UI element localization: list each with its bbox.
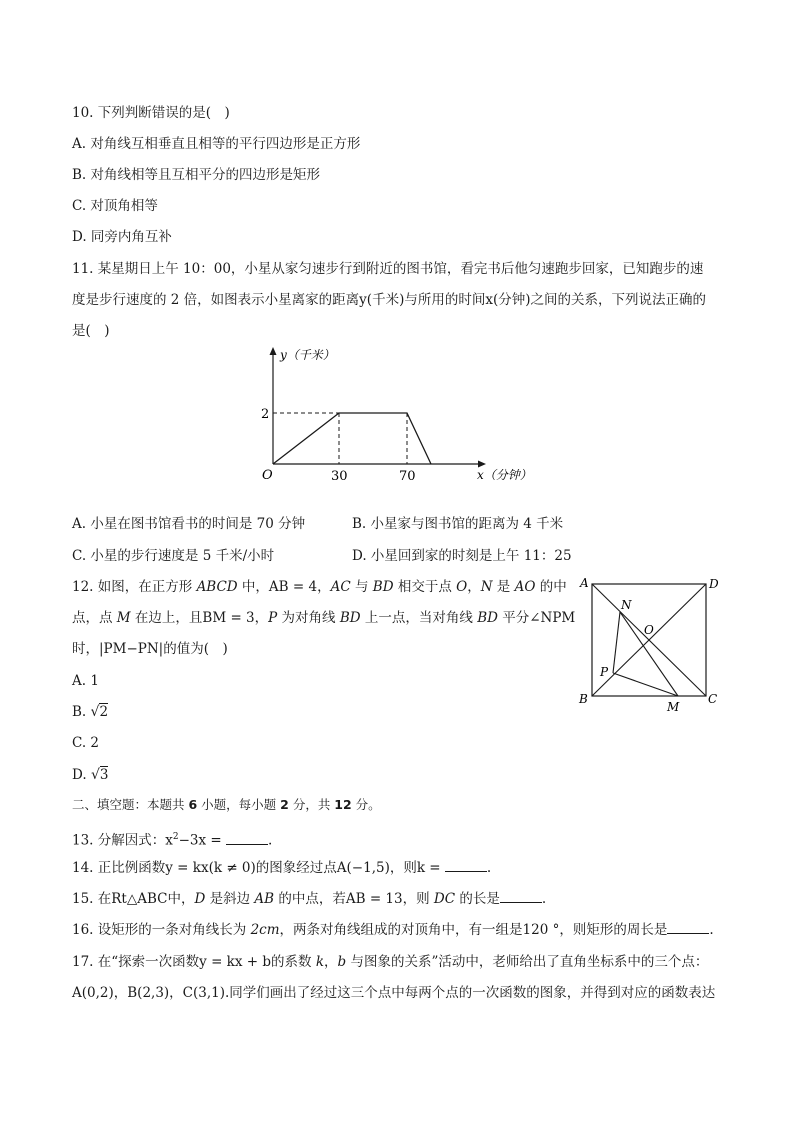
- q12-option-c: C. 2: [72, 735, 100, 751]
- q17-line2: A(0,2)，B(2,3)，C(3,1).同学们画出了经过这三个点中每两个点的一次函数的图象，并得到对应的函数表达: [72, 985, 716, 1001]
- q12-option-b: B. √2: [72, 704, 109, 720]
- q11-stem-line1: 11. 某星期日上午 10：00，小星从家匀速步行到附近的图书馆，看完书后他匀速跑步回家，已知跑步的速: [72, 261, 704, 277]
- graph-y-arrow: [270, 347, 277, 355]
- label-a: A: [580, 576, 589, 590]
- graph-y-label: y（千米）: [280, 348, 335, 362]
- q10-option-b: B. 对角线相等且互相平分的四边形是矩形: [72, 167, 321, 183]
- segment-pm: [613, 673, 678, 696]
- label-m: M: [667, 700, 680, 714]
- segment-pn: [613, 612, 620, 673]
- q14-line: 14. 正比例函数y = kx(k ≠ 0)的图象经过点A(−1,5)，则k = .: [72, 860, 492, 876]
- graph-x-arrow: [478, 461, 486, 468]
- q12-stem-line3: 时，|PM−PN|的值为( ): [72, 641, 228, 657]
- q13-answer-blank[interactable]: [226, 832, 268, 845]
- q12-option-d: D. √3: [72, 767, 109, 783]
- q12-option-a: A. 1: [72, 673, 99, 689]
- label-p: P: [600, 665, 609, 679]
- q11-option-d: D. 小星回到家的时刻是上午 11：25: [352, 548, 572, 564]
- q11-option-a: A. 小星在图书馆看书的时间是 70 分钟: [72, 516, 306, 532]
- q16-answer-blank[interactable]: [667, 921, 709, 934]
- q11-stem-line2: 度是步行速度的 2 倍，如图表示小星离家的距离y(千米)与所用的时间x(分钟)之间的关系，下列说法正确的: [72, 292, 706, 308]
- q10-option-a: A. 对角线互相垂直且相等的平行四边形是正方形: [72, 136, 361, 152]
- q10-option-c: C. 对顶角相等: [72, 198, 158, 214]
- q12-stem-line2: 点，点 M 在边上，且BM = 3，P 为对角线 BD 上一点，当对角线 BD 平分∠NPM: [72, 610, 576, 626]
- q13-line: 13. 分解因式：$x^2-3x$ = .: [72, 832, 273, 849]
- q11-option-c: C. 小星的步行速度是 5 千米/小时: [72, 548, 275, 564]
- q11-distance-time-graph: [255, 342, 532, 487]
- graph-x-label: x（分钟）: [477, 468, 532, 482]
- graph-x-tick-30: 30: [331, 469, 348, 484]
- graph-x-tick-70: 70: [399, 469, 416, 484]
- label-n: N: [621, 598, 632, 612]
- q15-line: 15. 在Rt△ABC中，D 是斜边 AB 的中点，若AB = 13，则 DC 的长是 .: [72, 891, 547, 907]
- q17-line1: 17. 在“探索一次函数y = kx + b的系数 k，b 与图象的关系”活动中，老师给出了直角坐标系中的三个点：: [72, 954, 709, 970]
- label-o: O: [644, 623, 654, 637]
- q11-option-b: B. 小星家与图书馆的距离为 4 千米: [352, 516, 564, 532]
- q12-stem-line1: 12. 如图，在正方形 ABCD 中，AB = 4，AC 与 BD 相交于点 O，N 是 AO 的中: [72, 579, 567, 595]
- q11-stem-line3: 是( ): [72, 323, 110, 339]
- graph-origin-label: O: [262, 468, 273, 483]
- q14-answer-blank[interactable]: [445, 859, 487, 872]
- q10-stem: 10. 下列判断错误的是( ): [72, 105, 230, 121]
- section2-heading: 二、填空题：本题共 6 小题，每小题 2 分，共 12 分。: [72, 797, 381, 812]
- label-b: B: [579, 692, 588, 706]
- q10-option-d: D. 同旁内角互补: [72, 229, 172, 245]
- graph-y-tick-2: 2: [261, 407, 270, 422]
- q15-answer-blank[interactable]: [500, 890, 542, 903]
- q16-line: 16. 设矩形的一条对角线长为 2cm，两条对角线组成的对顶角中，有一组是120 °，则矩形的周长是 .: [72, 922, 714, 938]
- label-d: D: [709, 577, 719, 591]
- q12-square-figure: [575, 572, 725, 717]
- label-c: C: [708, 692, 718, 706]
